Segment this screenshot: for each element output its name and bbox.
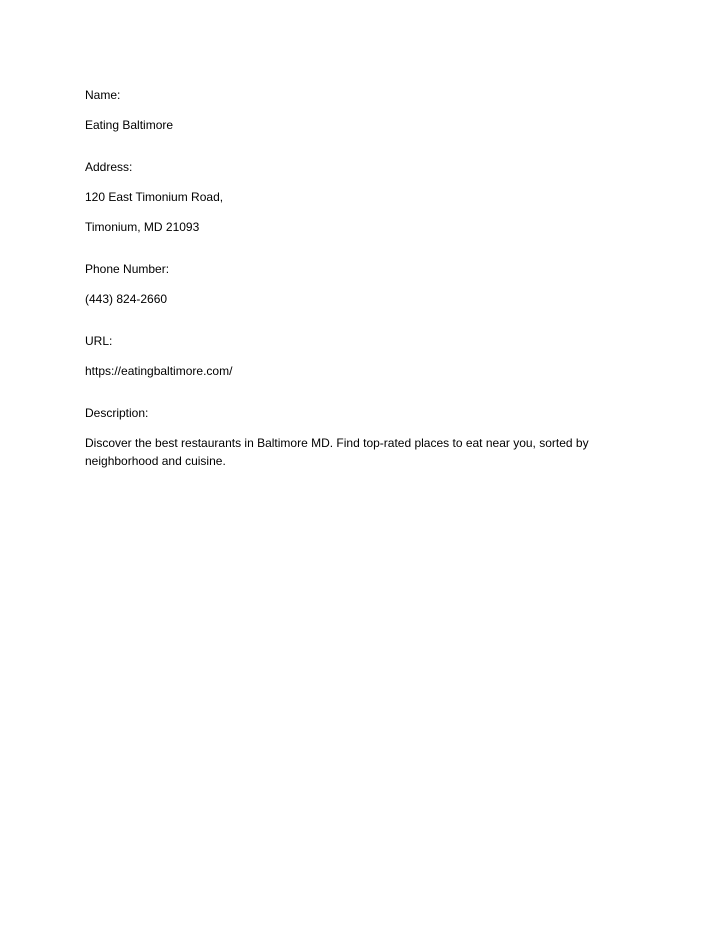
description-label: Description:: [85, 406, 149, 420]
description-section: [85, 404, 605, 470]
phone-label: Phone Number:: [85, 262, 170, 276]
document-content: [85, 86, 605, 470]
description-value: Discover the best restaurants in Baltimore MD. Find top-rated places to eat near you, sorted by neighborhood and cuisine.: [85, 436, 589, 468]
name-section: [85, 86, 605, 134]
phone-section: [85, 260, 605, 308]
address-section: [85, 158, 605, 236]
url-label: URL:: [85, 334, 113, 348]
phone-value: (443) 824-2660: [85, 292, 168, 306]
url-section: [85, 332, 605, 380]
name-label: Name:: [85, 88, 121, 102]
address-line-2: Timonium, MD 21093: [85, 220, 200, 234]
name-value: Eating Baltimore: [85, 118, 174, 132]
address-line-1: 120 East Timonium Road,: [85, 190, 224, 204]
address-label: Address:: [85, 160, 133, 174]
url-value: https://eatingbaltimore.com/: [85, 364, 233, 378]
